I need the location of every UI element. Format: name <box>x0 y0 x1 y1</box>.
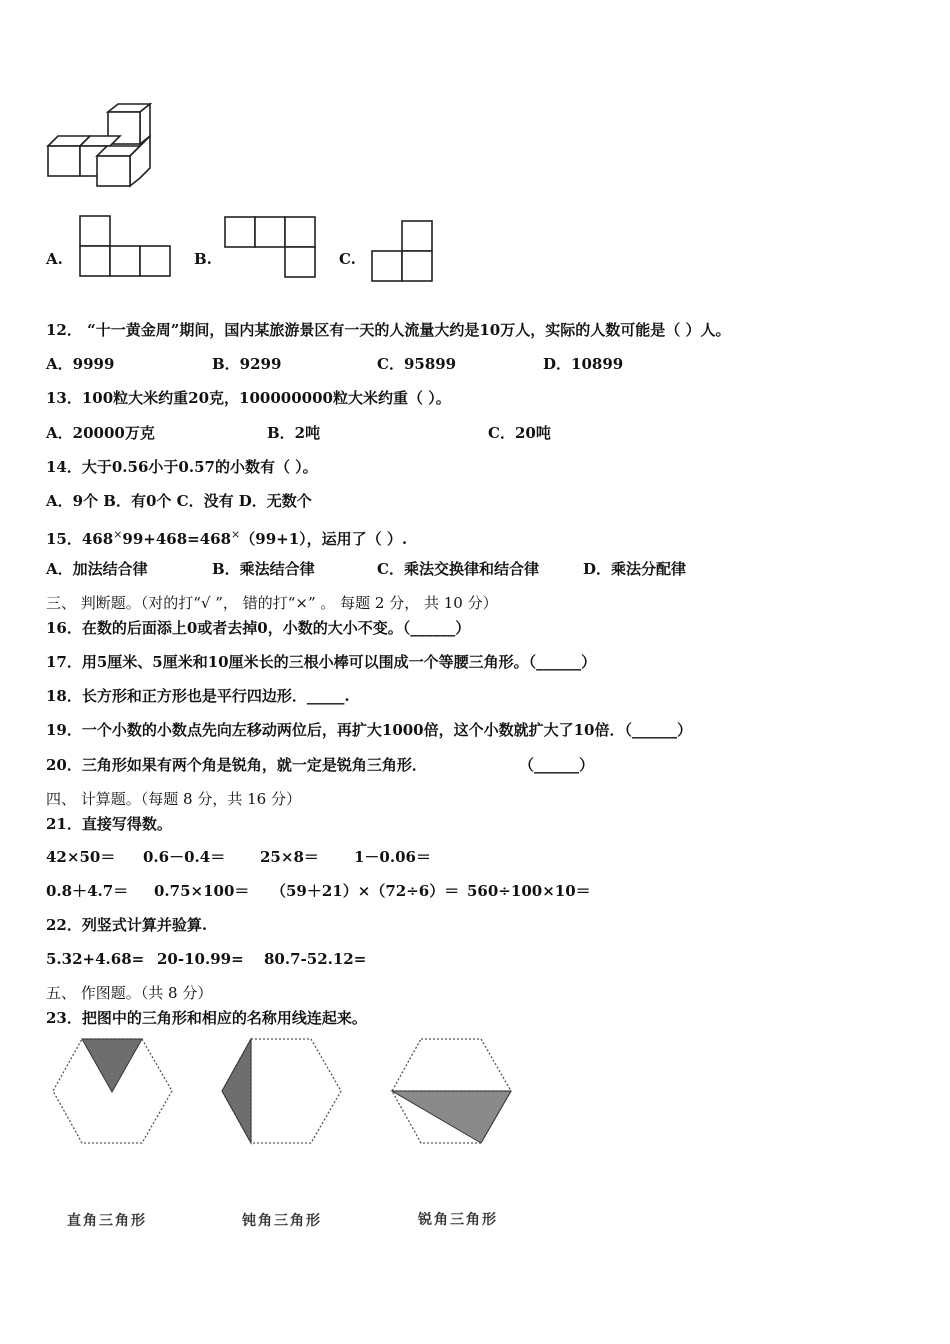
q12-option-a: A．9999 <box>46 355 115 373</box>
option-b-figure <box>223 215 319 279</box>
hexagon-figure-3 <box>389 1036 515 1146</box>
calc-item: 0.75×100＝ <box>154 882 250 900</box>
section-5-title: 五、 作图题。（共 8 分） <box>46 984 213 1002</box>
cube-stack-figure <box>40 98 160 193</box>
question-20: 20．三角形如果有两个角是锐角，就一定是锐角三角形． <box>46 756 427 774</box>
q15-option-d: D．乘法分配律 <box>583 560 687 578</box>
calc-item: 25×8＝ <box>260 848 319 866</box>
q13-option-c: C．20吨 <box>488 424 551 442</box>
question-14: 14．大于0.56小于0.57的小数有（ ）。 <box>46 458 318 476</box>
q13-option-a: A．20000万克 <box>46 424 155 442</box>
question-12: 12． “十一黄金周”期间，国内某旅游景区有一天的人流量大约是10万人，实际的人数可能是（ ）人。 <box>46 321 731 339</box>
q12-option-c: C．95899 <box>377 355 457 373</box>
q12-option-d: D．10899 <box>543 355 624 373</box>
question-18: 18．长方形和正方形也是平行四边形．_____. <box>46 687 350 705</box>
calc-item: 0.8＋4.7＝ <box>46 882 129 900</box>
q15-option-b: B．乘法结合律 <box>212 560 315 578</box>
option-a-label: A. <box>46 250 63 268</box>
caption-acute-triangle: 锐角三角形 <box>418 1212 498 1228</box>
hexagon-figure-2 <box>219 1036 345 1146</box>
question-17: 17．用5厘米、5厘米和10厘米长的三根小棒可以围成一个等腰三角形。（______） <box>46 653 597 671</box>
option-a-figure <box>78 214 173 278</box>
section-4-title: 四、 计算题。（每题 8 分，共 16 分） <box>46 790 301 808</box>
calc-item: （59＋21）×（72÷6）＝ <box>271 882 460 900</box>
calc-item: 0.6－0.4＝ <box>143 848 226 866</box>
calc-item: 560÷100×10＝ <box>467 882 591 900</box>
q15-part1: 15．468 <box>46 530 114 548</box>
times-sign: × <box>231 528 241 541</box>
option-c-figure <box>370 219 436 285</box>
vertical-calc-item: 80.7-52.12= <box>264 950 367 968</box>
q15-part3: （99+1），运用了（ ）. <box>240 530 408 548</box>
calc-item: 42×50＝ <box>46 848 116 866</box>
question-13: 13．100粒大米约重20克，100000000粒大米约重（ ）。 <box>46 389 451 407</box>
option-b-label: B. <box>194 250 212 268</box>
question-19: 19．一个小数的小数点先向左移动两位后，再扩大1000倍，这个小数就扩大了10倍．（______） <box>46 721 692 739</box>
q12-option-b: B．9299 <box>212 355 282 373</box>
section-3-title: 三、 判断题。（对的打“√ ”， 错的打“×” 。 每题 2 分， 共 10 分） <box>46 594 498 612</box>
vertical-calc-item: 20-10.99= <box>157 950 244 968</box>
caption-right-triangle: 直角三角形 <box>67 1213 147 1229</box>
q13-option-b: B．2吨 <box>267 424 321 442</box>
calc-item: 1－0.06＝ <box>354 848 431 866</box>
option-c-label: C. <box>339 250 356 268</box>
question-22: 22．列竖式计算并验算. <box>46 916 208 934</box>
vertical-calc-item: 5.32+4.68= <box>46 950 145 968</box>
times-sign: × <box>113 528 123 541</box>
question-23: 23．把图中的三角形和相应的名称用线连起来。 <box>46 1009 367 1027</box>
question-15 <box>46 525 407 549</box>
q15-option-a: A．加法结合律 <box>46 560 148 578</box>
q15-option-c: C．乘法交换律和结合律 <box>377 560 539 578</box>
q14-options: A．9个 B．有0个 C．没有 D．无数个 <box>46 492 312 510</box>
q20-answer-blank: （______） <box>519 756 595 774</box>
q15-part2: 99+468=468 <box>122 530 232 548</box>
hexagon-figure-1 <box>50 1036 176 1146</box>
question-21: 21．直接写得数。 <box>46 815 172 833</box>
question-16: 16．在数的后面添上0或者去掉0，小数的大小不变。（______） <box>46 619 471 637</box>
caption-obtuse-triangle: 钝角三角形 <box>242 1213 322 1229</box>
